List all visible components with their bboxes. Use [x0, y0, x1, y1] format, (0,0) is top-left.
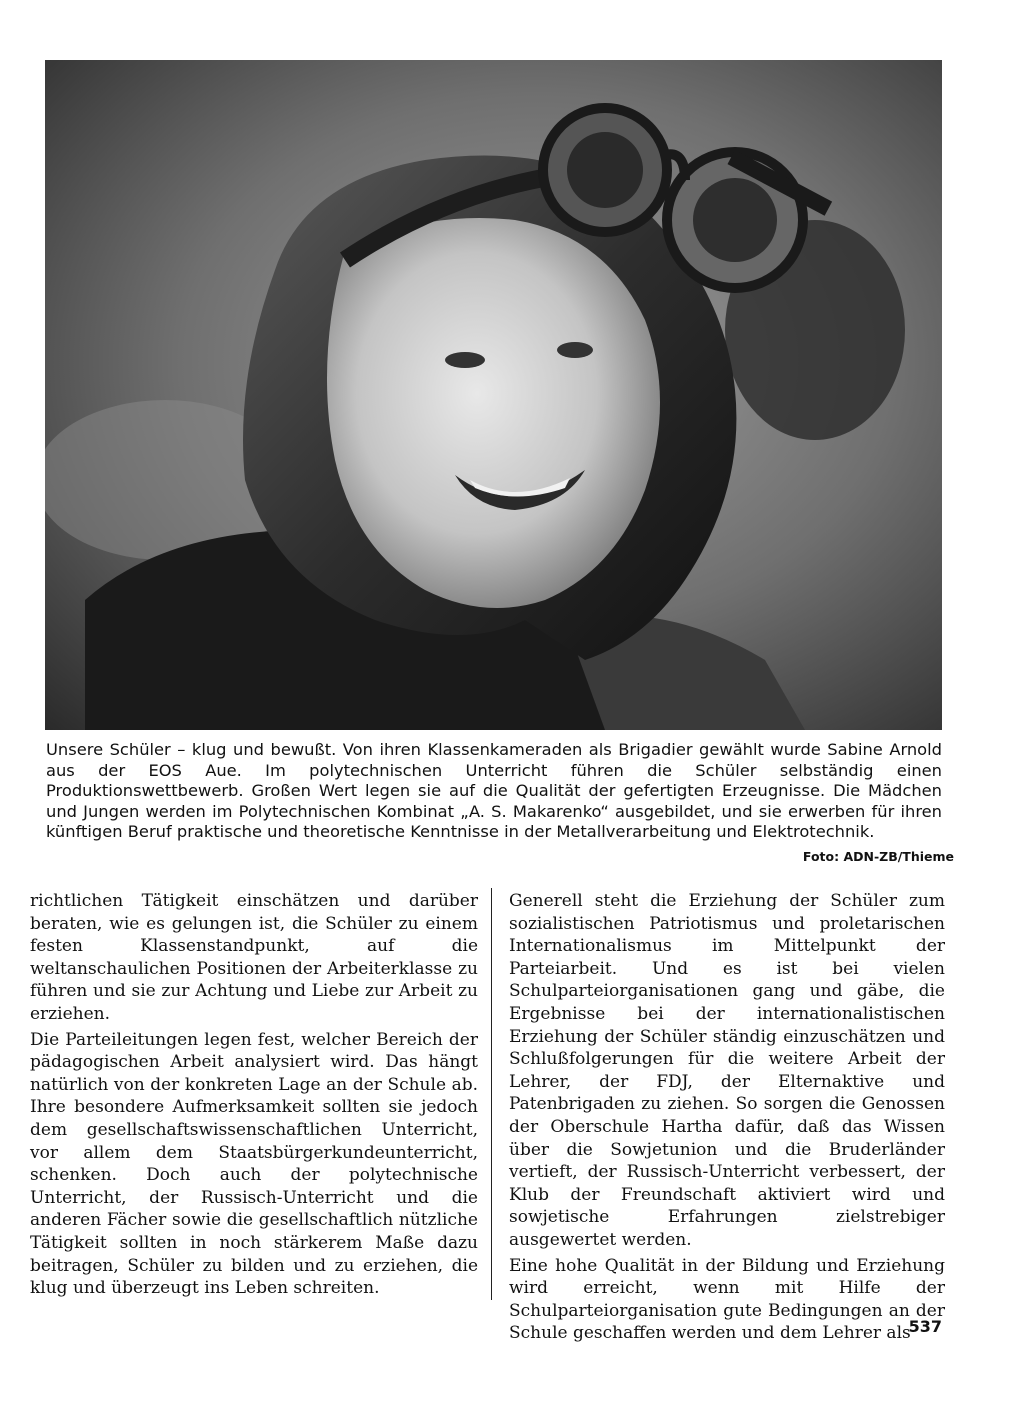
photo-credit: Foto: ADN-ZB/Thieme — [802, 849, 954, 864]
right-paragraph-2: Eine hohe Qualität in der Bildung und Erziehung wird erreicht, wenn mit Hilfe der Schulparteiorganisation gute Bedingungen an der Schule geschaffen werden und dem Lehrer als — [509, 1255, 945, 1344]
photo-portrait — [45, 60, 942, 730]
left-paragraph-2: Die Parteileitungen legen fest, welcher Bereich der pädagogischen Arbeit analysiert wird. Das hängt natürlich von der konkreten Lage an der Schule ab. Ihre besondere Aufmerksamkeit sollten sie jedoch dem gesellschaftswissenschaftlichen Unterricht, vor allem dem Staatsbürgerkundeunterricht, schenken. Doch auch der polytechnische Unterricht, der Russisch-Unterricht und die anderen Fächer sowie die gesellschaftlich nützliche Tätigkeit sollten in noch stärkerem Maße dazu beitragen, Schüler zu bilden und zu erziehen, die klug und überzeugt ins Leben schreiten. — [30, 1029, 478, 1299]
photo-illustration — [45, 60, 942, 730]
right-paragraph-1: Generell steht die Erziehung der Schüler zum sozialistischen Patriotismus und proletarischen Internationalismus im Mittelpunkt der Parteiarbeit. Und es ist bei vielen Schulparteiorganisationen gang und gäbe, die Ergebnisse bei der internationalistischen Erziehung der Schüler ständig einzuschätzen und Schlußfolgerungen für die weitere Arbeit der Lehrer, der FDJ, der Elternaktive und Patenbrigaden zu ziehen. So sorgen die Genossen der Oberschule Hartha dafür, daß das Wissen über die Sowjetunion und die Bruderländer vertieft, der Russisch-Unterricht verbessert, der Klub der Freundschaft aktiviert wird und sowjetische Erfahrungen zielstrebiger ausgewertet werden. — [509, 891, 945, 1250]
left-paragraph-1: richtlichen Tätigkeit einschätzen und darüber beraten, wie es gelungen ist, die Schüler zu einem festen Klassenstandpunkt, auf die weltanschaulichen Positionen der Arbeiterklasse zu führen und sie zur Achtung und Liebe zur Arbeit zu erziehen. — [30, 891, 478, 1024]
page-number: 537 — [908, 1317, 942, 1336]
right-column — [509, 890, 945, 1348]
left-column — [30, 890, 478, 1303]
photo-caption: Unsere Schüler – klug und bewußt. Von ihren Klassenkameraden als Brigadier gewählt wurde Sabine Arnold aus der EOS Aue. Im polytechnischen Unterricht führen die Schüler selbständig einen Produktionswettbewerb. Großen Wert legen sie auf die Qualität der gefertigten Erzeugnisse. Die Mädchen und Jungen werden im Polytechnischen Kombinat „A. S. Makarenko“ ausgebildet, und sie erwerben für ihren künftigen Beruf praktische und theoretische Kenntnisse in der Metallverarbeitung und Elektrotechnik. — [46, 740, 942, 842]
column-divider — [491, 888, 492, 1300]
